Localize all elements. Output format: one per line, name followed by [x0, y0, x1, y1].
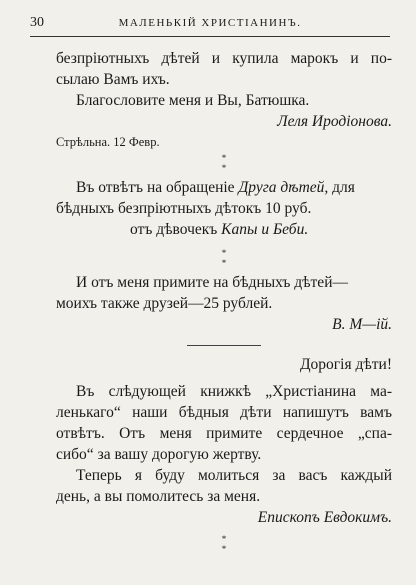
star: *	[221, 534, 227, 544]
letter-signature: Леля Иродіонова.	[277, 113, 392, 130]
note2-signature: В. М—ій.	[332, 316, 392, 333]
star: *	[221, 258, 227, 268]
page-body	[56, 48, 392, 554]
note1-line-2: бѣдныхъ безпріютныхъ дѣтокъ 10 руб.	[56, 200, 312, 217]
note1-line-1	[56, 177, 392, 198]
letter-place-date: Стрѣльна. 12 Февр.	[56, 135, 160, 149]
bishop-line-1: Въ слѣдующей книжкѣ „Христіанина ма-	[76, 383, 392, 400]
bishop-line-4: сибо“ за вашу дорогую жертву.	[56, 446, 262, 463]
bishop-line-2: ленькаго“ наши бѣдныя дѣти напишутъ вамъ	[56, 404, 392, 421]
star: *	[221, 153, 227, 163]
note1-line-3	[56, 219, 392, 240]
donation-note-1	[56, 177, 392, 240]
donation-note-2	[56, 272, 392, 335]
salutation: Дорогія дѣти!	[299, 356, 392, 373]
bishop-signature: Епископъ Евдокимъ.	[257, 509, 392, 526]
letter-line-3: Благословите меня и Вы, Батюшка.	[76, 92, 310, 109]
star: *	[221, 544, 227, 554]
star: *	[221, 248, 227, 258]
section-rule	[187, 345, 261, 346]
star: *	[221, 163, 227, 173]
asterism-divider	[56, 534, 392, 554]
magazine-name: Друга дѣтей,	[238, 179, 329, 196]
asterism-divider	[56, 248, 392, 268]
note1-text-c: для	[332, 179, 355, 196]
note1-from: отъ дѣвочекъ	[130, 221, 218, 238]
page-number: 30	[30, 15, 44, 30]
running-title: МАЛЕНЬКІЙ ХРИСТІАНИНЪ.	[118, 17, 302, 29]
asterism-divider	[56, 153, 392, 173]
bishop-letter	[56, 354, 392, 528]
note2-line-2: моихъ также друзей—25 рублей.	[56, 295, 273, 312]
letter-line-1: безпріютныхъ дѣтей и купила марокъ и по-	[56, 50, 392, 67]
bishop-line-3: отвѣтъ. Отъ меня примите сердечное „спа-	[56, 425, 392, 442]
note1-text-a: Въ отвѣтъ на обращеніе	[76, 179, 235, 196]
page-header	[30, 13, 390, 33]
note1-donors: Капы и Беби.	[221, 221, 309, 238]
letter-block	[56, 48, 392, 153]
bishop-line-6: день, а вы помолитесь за меня.	[56, 488, 261, 505]
letter-line-2: сылаю Вамъ ихъ.	[56, 71, 170, 88]
note2-line-1: И отъ меня примите на бѣдныхъ дѣтей—	[76, 274, 348, 291]
bishop-line-5: Теперь я буду молиться за васъ каждый	[76, 467, 392, 484]
header-rule	[30, 36, 390, 37]
